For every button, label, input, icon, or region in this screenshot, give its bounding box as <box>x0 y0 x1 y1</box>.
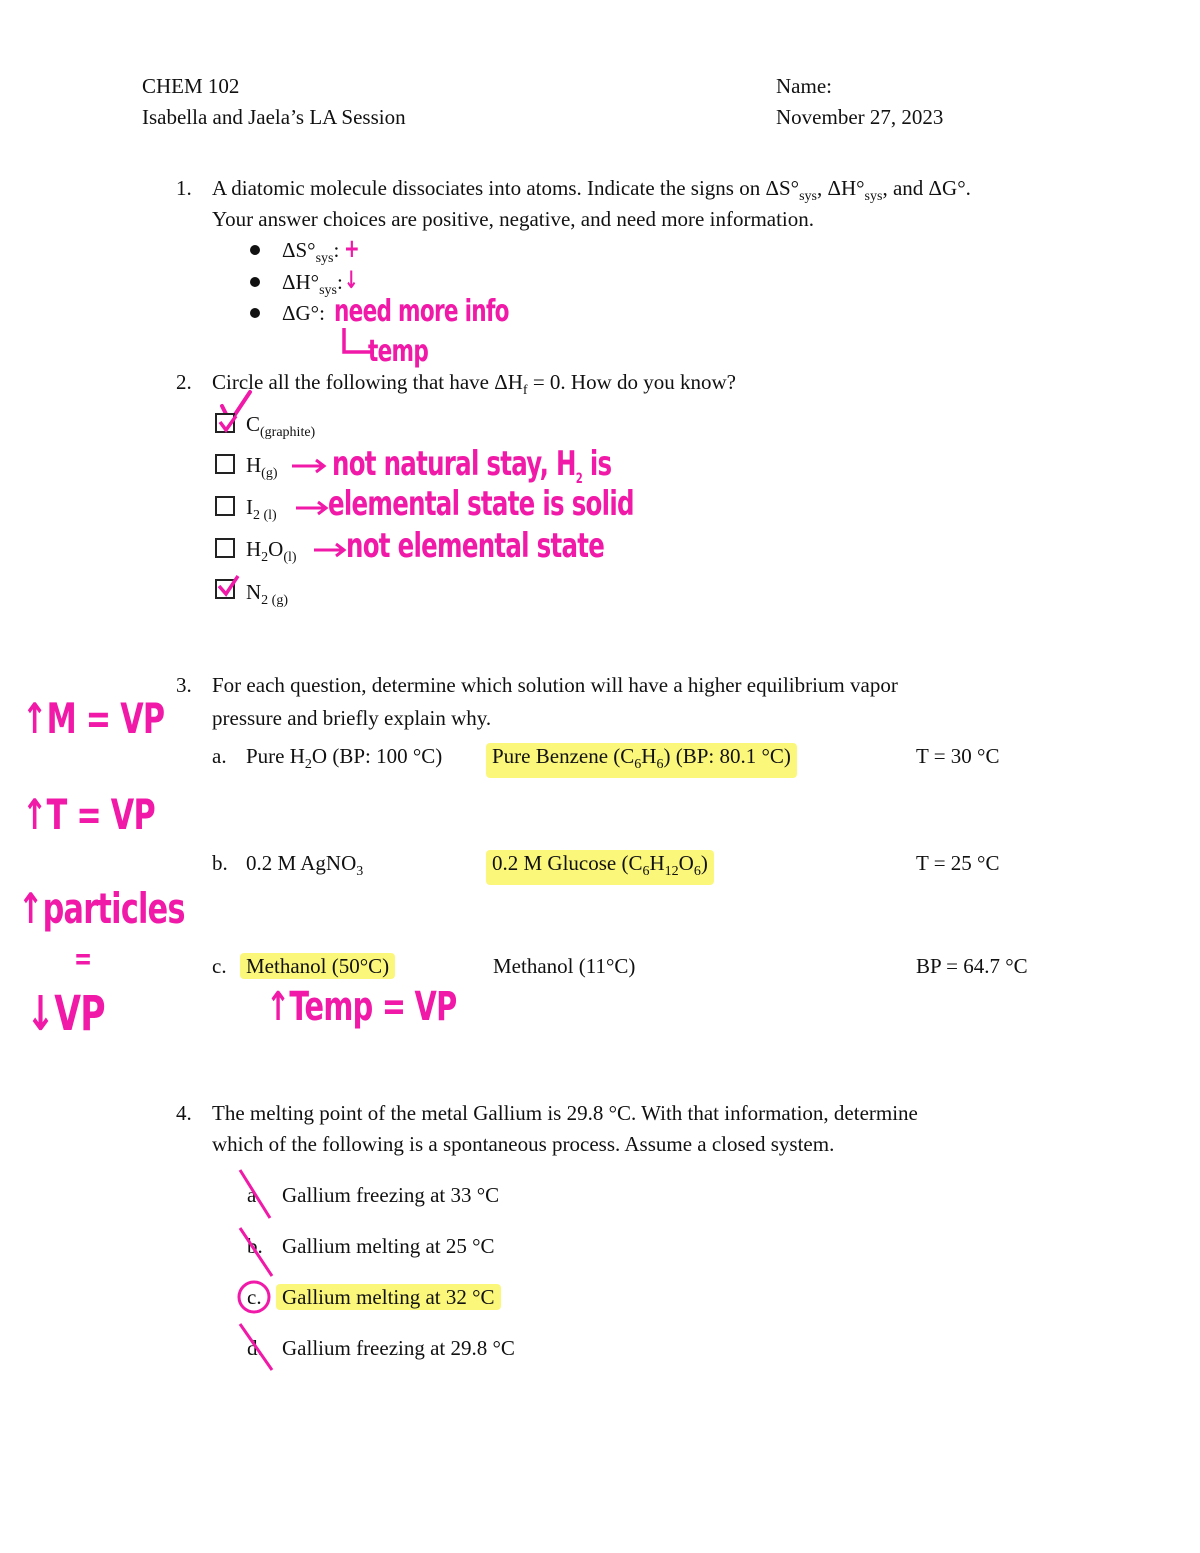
margin-note-particles: ↑particles <box>18 884 185 933</box>
q3b-temperature: T = 25 °C <box>916 851 1000 875</box>
q3-number: 3. <box>176 673 192 697</box>
handwritten-note-temp-vp: ↑Temp = VP <box>266 984 457 1030</box>
q4-option-b-label: b. <box>247 1234 263 1258</box>
checkbox-hydrogen-gas[interactable] <box>215 454 235 474</box>
q1-line1: A diatomic molecule dissociates into atoms. Indicate the signs on $\Delta S^\circ_{sys}$, $\Delta H^\circ_{sys}$, and ΔG°. <box>212 176 971 205</box>
bullet <box>250 245 260 255</box>
margin-note-vapor-pressure: ↓VP <box>26 986 105 1042</box>
course-title: CHEM 102 <box>142 74 240 98</box>
q1-bullet-gibbs: ΔG°: <box>282 301 325 325</box>
q4-line2: which of the following is a spontaneous process. Assume a closed system. <box>212 1132 835 1156</box>
q3b-left: 0.2 M AgNO$_3$ <box>246 851 364 880</box>
option-water-liquid: $H_2O_{(l)}$ <box>246 537 297 566</box>
handwritten-note-iodine: elemental state is solid <box>328 484 634 524</box>
arrow-right-icon <box>290 456 330 476</box>
bullet <box>250 277 260 287</box>
q3c-mid: Methanol (11°C) <box>493 954 636 978</box>
handwritten-answer-entropy: + <box>344 234 359 264</box>
handwritten-temp-note: temp <box>368 334 429 369</box>
q3a-left: Pure $H_2O$ (BP: 100 °C) <box>246 744 443 773</box>
q4-option-b: Gallium melting at 25 °C <box>282 1234 495 1258</box>
q1-bullet-entropy: $\Delta S^\circ_{sys}$: <box>282 238 340 267</box>
q4-option-a: Gallium freezing at 33 °C <box>282 1183 500 1207</box>
option-nitrogen-gas: $N_2$ $_{(g)}$ <box>246 580 288 609</box>
q3b-answer-highlight: 0.2 M Glucose $(C_6H_{12}O_6)$ <box>486 850 714 885</box>
option-hydrogen-gas: $H_{(g)}$ <box>246 453 278 482</box>
option-graphite: $C_{(graphite)}$ <box>246 412 316 441</box>
margin-note-equals: = <box>74 942 92 977</box>
handwritten-answer-gibbs: need more info <box>334 294 509 329</box>
q3a-label: a. <box>212 744 227 768</box>
checkbox-water-liquid[interactable] <box>215 538 235 558</box>
handwritten-note-hydrogen: not natural stay, $H_2$ is <box>332 444 612 487</box>
q3c-label: c. <box>212 954 227 978</box>
q4-option-a-label: a. <box>247 1183 262 1207</box>
q1-line2: Your answer choices are positive, negative, and need more information. <box>212 207 815 231</box>
q3c-answer-highlight: Methanol (50°C) <box>240 953 395 979</box>
q4-option-d: Gallium freezing at 29.8 °C <box>282 1336 515 1360</box>
session-title: Isabella and Jaela’s LA Session <box>142 105 406 129</box>
q3-line1: For each question, determine which solution will have a higher equilibrium vapor <box>212 673 898 697</box>
q4-option-d-label: d. <box>247 1336 263 1360</box>
q2-prompt: Circle all the following that have $\Delta H_f = 0$. How do you know? <box>212 370 737 399</box>
margin-note-molarity: ↑M = VP <box>22 694 165 743</box>
bullet <box>250 308 260 318</box>
handwritten-note-water: not elemental state <box>346 526 605 566</box>
q3a-answer-highlight: Pure Benzene $(C_6H_6)$ (BP: 80.1 °C) <box>486 743 797 778</box>
q4-line1: The melting point of the metal Gallium is 29.8 °C. With that information, determine <box>212 1101 918 1125</box>
checked-mark-icon <box>216 572 244 600</box>
q3b-label: b. <box>212 851 228 875</box>
q4-option-c-highlight: Gallium melting at 32 °C <box>276 1284 501 1310</box>
strike-mark-icon <box>236 1322 296 1392</box>
q4-number: 4. <box>176 1101 192 1125</box>
checkbox-iodine-liquid[interactable] <box>215 496 235 516</box>
q3c-boiling-point: BP = 64.7 °C <box>916 954 1028 978</box>
margin-note-temperature: ↑T = VP <box>22 790 155 839</box>
q1-bullet-enthalpy: $\Delta H^\circ_{sys}$: <box>282 270 343 299</box>
q4-option-c-label: c. <box>247 1285 262 1309</box>
q3a-temperature: T = 30 °C <box>916 744 1000 768</box>
q1-number: 1. <box>176 176 192 200</box>
q3-line2: pressure and briefly explain why. <box>212 706 492 730</box>
date: November 27, 2023 <box>776 105 944 129</box>
option-iodine-liquid: $I_2$ $_{(l)}$ <box>246 495 277 524</box>
checked-mark-icon <box>217 412 241 436</box>
circle-mark-icon <box>236 1279 276 1319</box>
name-label: Name: <box>776 74 832 98</box>
handwritten-answer-enthalpy: ↓ <box>344 266 358 294</box>
q2-number: 2. <box>176 370 192 394</box>
